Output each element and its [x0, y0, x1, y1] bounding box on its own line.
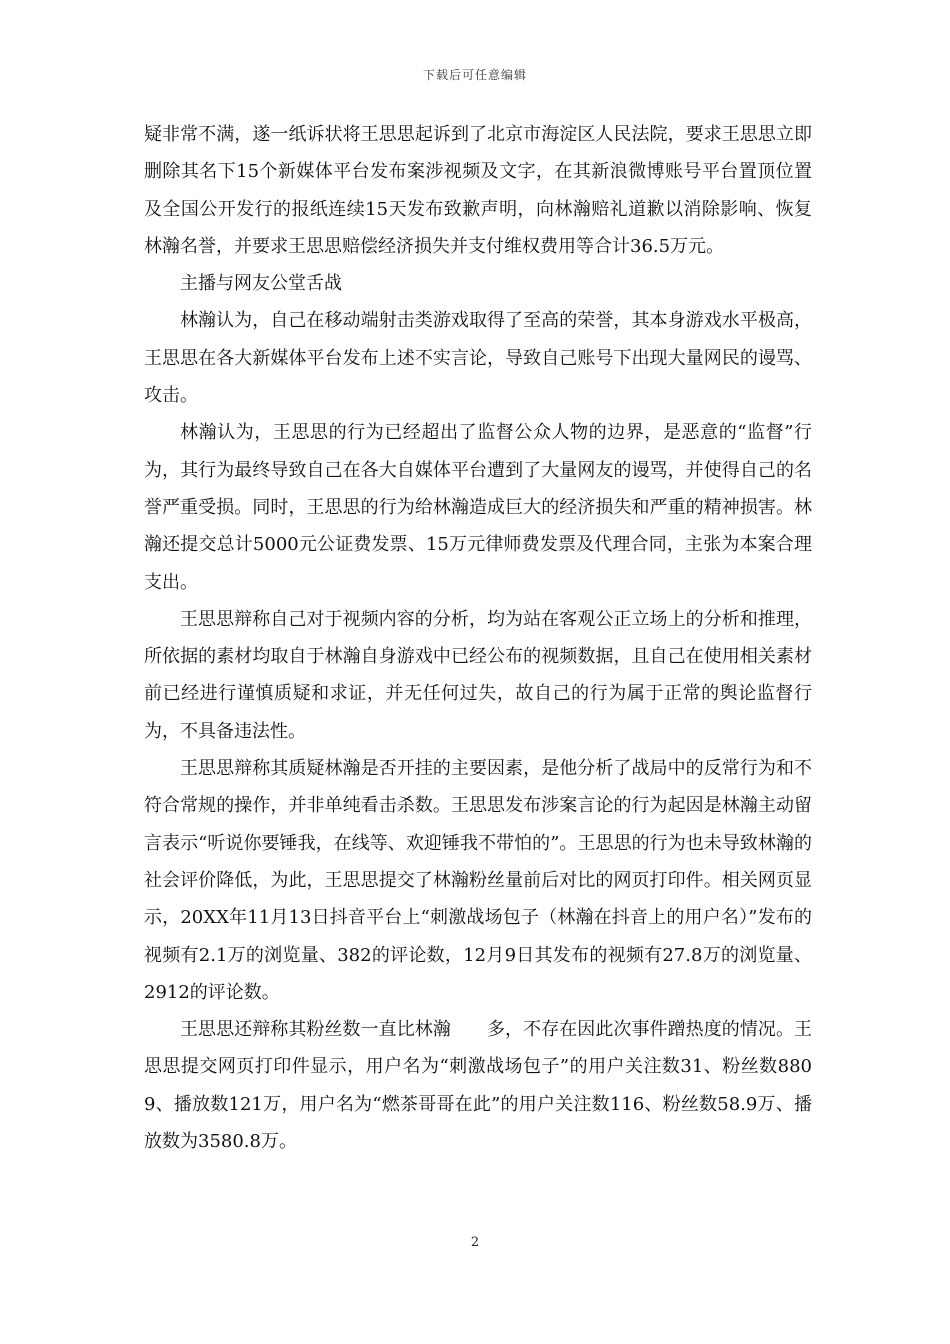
paragraph-plaintiff-claim-1: 林瀚认为，自己在移动端射击类游戏取得了至高的荣誉，其本身游戏水平极高，王思思在各大新媒体平台发布上述不实言论，导致自己账号下出现大量网民的谩骂、攻击。: [144, 310, 812, 407]
document-body: [144, 116, 812, 1160]
paragraph-defendant-defense-3: [144, 1011, 812, 1160]
paragraph-text-start: 王思思还辩称其粉丝数一直比林瀚: [180, 1019, 451, 1041]
paragraph-defendant-defense-1: 王思思辩称自己对于视频内容的分析，均为站在客观公正立场上的分析和推理，所依据的素材均取自于林瀚自身游戏中已经公布的视频数据，且自己在使用相关素材前已经进行谨慎质疑和求证，并无任何过失，故自己的行为属于正常的舆论监督行为，不具备违法性。: [144, 608, 812, 742]
paragraph-text-end: 多，不存在因此次事件蹭热度的情况。王思思提交网页打印件显示，用户名为“刺激战场包子”的用户关注数31、粉丝数8809、播放数121万，用户名为“燃茶哥哥在此”的用户关注数116、粉丝数58.9万、播放数为3580.8万。: [144, 1019, 813, 1153]
section-heading: 主播与网友公堂舌战: [180, 273, 342, 295]
page-header-note: 下载后可任意编辑: [422, 68, 527, 82]
paragraph-defendant-defense-2: 王思思辩称其质疑林瀚是否开挂的主要因素，是他分析了战局中的反常行为和不符合常规的操作，并非单纯看击杀数。王思思发布涉案言论的行为起因是林瀚主动留言表示“听说你要锤我，在线等、欢迎锤我不带怕的”。王思思的行为也未导致林瀚的社会评价降低，为此，王思思提交了林瀚粉丝量前后对比的网页打印件。相关网页显示，20XX年11月13日抖音平台上“刺激战场包子（林瀚在抖音上的用户名）”发布的视频有2.1万的浏览量、382的评论数，12月9日其发布的视频有27.8万的浏览量、2912的评论数。: [144, 758, 812, 1003]
paragraph-plaintiff-claim-2: 林瀚认为，王思思的行为已经超出了监督公众人物的边界，是恶意的“监督”行为，其行为最终导致自己在各大自媒体平台遭到了大量网友的谩骂，并使得自己的名誉严重受损。同时，王思思的行为给林瀚造成巨大的经济损失和严重的精神损害。林瀚还提交总计5000元公证费发票、15万元律师费发票及代理合同，主张为本案合理支出。: [144, 422, 812, 593]
paragraph-lawsuit-demands: 疑非常不满，遂一纸诉状将王思思起诉到了北京市海淀区人民法院，要求王思思立即删除其名下15个新媒体平台发布案涉视频及文字，在其新浪微博账号平台置顶位置及全国公开发行的报纸连续15天发布致歉声明，向林瀚赔礼道歉以消除影响、恢复林瀚名誉，并要求王思思赔偿经济损失并支付维权费用等合计36.5万元。: [144, 124, 812, 257]
page-number: 2: [470, 1235, 480, 1250]
